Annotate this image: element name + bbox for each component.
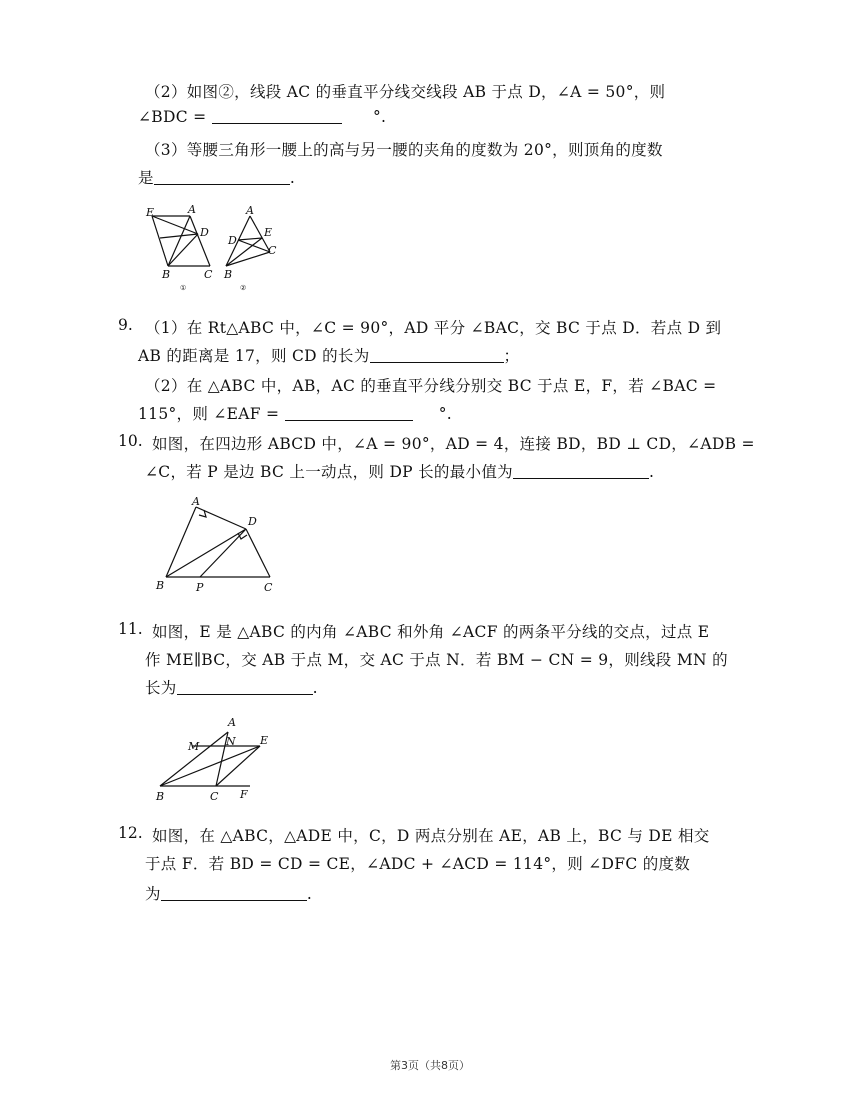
q11-line2: 作 ME∥BC，交 AB 于点 M，交 AC 于点 N．若 BM − CN = 9，则线段 MN 的 (145, 651, 728, 669)
fig-label: ② (240, 284, 247, 292)
fig-label: C (210, 790, 219, 803)
answer-blank[interactable] (177, 679, 313, 695)
q12-line2: 于点 F．若 BD = CD = CE，∠ADC + ∠ACD = 114°，则 ∠DFC 的度数 (145, 855, 691, 873)
q10-figure (150, 495, 290, 600)
fig-label: D (248, 515, 257, 528)
question-number: 10. (118, 432, 143, 450)
answer-blank[interactable] (370, 347, 504, 363)
q8-part2-line2: ∠BDC = °. (138, 108, 387, 126)
answer-blank[interactable] (513, 463, 649, 479)
page-footer: 第3页（共8页） (390, 1059, 470, 1072)
fig-label: A (192, 495, 200, 508)
q10-line1: 如图，在四边形 ABCD 中，∠A = 90°，AD = 4，连接 BD，BD ⊥ CD，∠ADB = (152, 435, 755, 453)
fig-label: N (226, 735, 236, 748)
fig-label: B (162, 268, 171, 281)
q10-line2: ∠C，若 P 是边 BC 上一动点，则 DP 长的最小值为 . (145, 463, 655, 481)
question-number: 9. (118, 316, 133, 334)
fig-label: P (196, 581, 204, 594)
answer-blank[interactable] (212, 108, 342, 124)
q8-part3-line1: （3）等腰三角形一腰上的高与另一腰的夹角的度数为 20°，则顶角的度数 (145, 141, 663, 159)
fig-label: F (240, 788, 248, 801)
q9-part1-line1: （1）在 Rt△ABC 中，∠C = 90°，AD 平分 ∠BAC，交 BC 于点 D．若点 D 到 (145, 319, 722, 337)
fig-label: E (264, 226, 273, 239)
q12-line3: 为 . (145, 885, 313, 903)
answer-blank[interactable] (161, 885, 307, 901)
q8-figures (140, 200, 290, 295)
fig-label: E (146, 206, 155, 219)
q11-figure (150, 712, 280, 804)
q12-line1: 如图，在 △ABC，△ADE 中，C，D 两点分别在 AE，AB 上，BC 与 DE 相交 (152, 827, 710, 845)
fig-label: M (188, 740, 200, 753)
fig-label: E (260, 734, 269, 747)
answer-blank[interactable] (285, 405, 413, 421)
fig-label: A (246, 204, 254, 217)
q8-part3-line2: 是 . (138, 169, 296, 187)
question-number: 12. (118, 824, 143, 842)
question-number: 11. (118, 620, 143, 638)
q8-part2-line1: （2）如图②，线段 AC 的垂直平分线交线段 AB 于点 D，∠A = 50°，则 (145, 83, 666, 101)
fig-label: D (228, 234, 237, 247)
fig-label: B (156, 579, 165, 592)
fig-label: B (156, 790, 165, 803)
fig-label: C (204, 268, 213, 281)
q8-figure-1 (152, 216, 210, 266)
fig-label: D (200, 226, 209, 239)
q9-part2-line1: （2）在 △ABC 中，AB，AC 的垂直平分线分别交 BC 于点 E，F，若 ∠BAC = (145, 377, 717, 395)
q9-part1-line2: AB 的距离是 17，则 CD 的长为 ； (138, 347, 520, 365)
fig-label: A (188, 203, 196, 216)
q9-part2-line2: 115°，则 ∠EAF = °. (138, 405, 452, 423)
fig-label: C (268, 244, 277, 257)
fig-label: A (228, 716, 236, 729)
answer-blank[interactable] (154, 169, 290, 185)
fig-label: B (224, 268, 233, 281)
q11-line3: 长为 . (145, 679, 318, 697)
q11-line1: 如图，E 是 △ABC 的内角 ∠ABC 和外角 ∠ACF 的两条平分线的交点，过点 E (152, 623, 710, 641)
fig-label: C (264, 581, 273, 594)
fig-label: ① (180, 284, 187, 292)
